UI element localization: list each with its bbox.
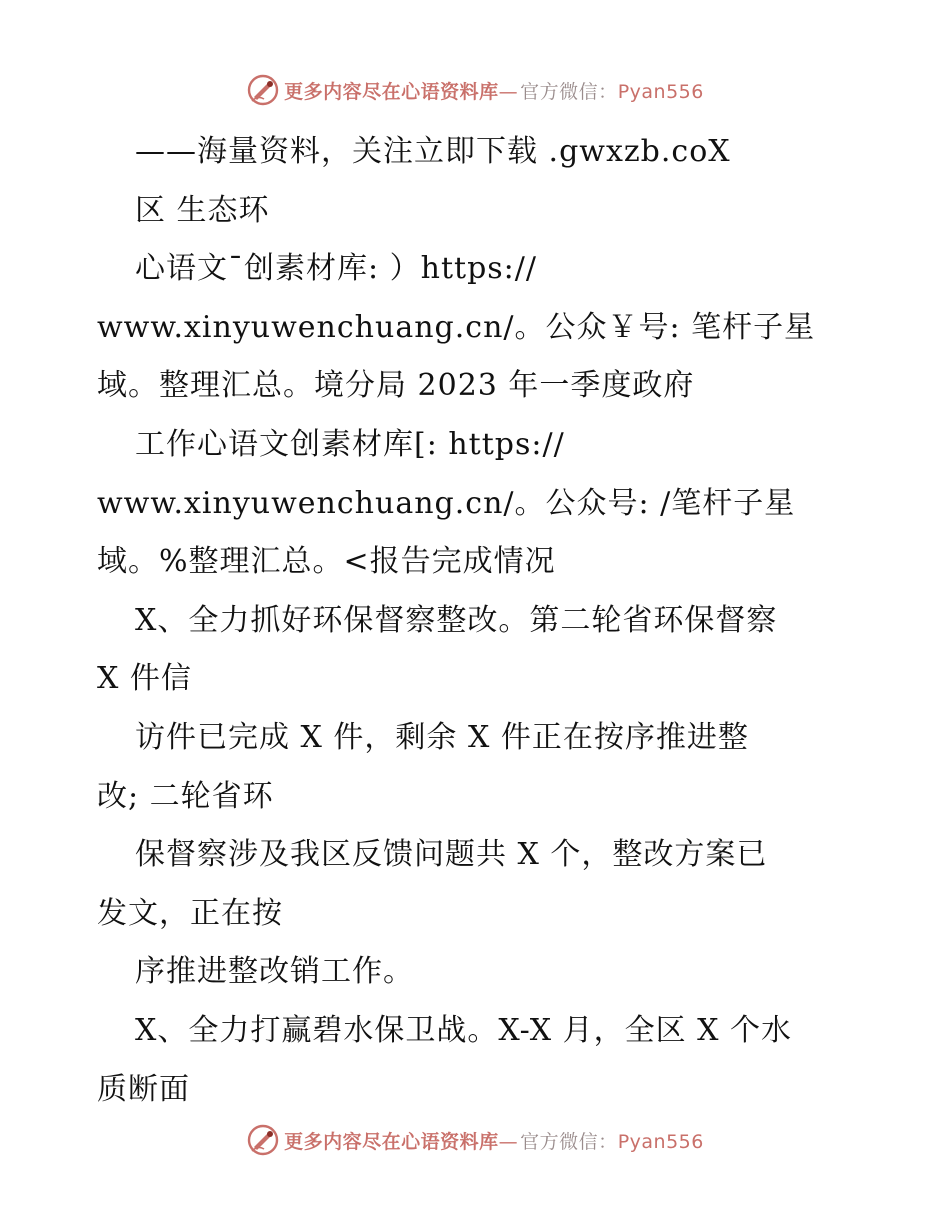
footer-watermark [0, 1120, 950, 1160]
document-body [97, 123, 877, 1119]
text-line: 域。整理汇总。境分局 2023 年一季度政府 [97, 368, 695, 404]
watermark-wechat-id: Pyan556 [617, 80, 704, 103]
text-line: ——海量资料，关注立即下载 .gwxzb.coX [135, 134, 731, 169]
text-line: 访件已完成 X 件，剩余 X 件正在按序推进整 [135, 719, 749, 755]
text-line: X 件信 [97, 661, 192, 697]
text-line: 区 生态环 [135, 192, 270, 228]
text-line: X、全力抓好环保督察整改。第二轮省环保督察 [135, 602, 778, 638]
text-line: 序推进整改销工作。 [135, 954, 414, 990]
watermark-wechat-id: Pyan556 [617, 1130, 704, 1153]
text-line: 改; 二轮省环 [97, 778, 274, 814]
watermark-wechat-label: 官方微信： [520, 80, 618, 103]
text-line: X、全力打赢碧水保卫战。X-X 月，全区 X 个水 [135, 1012, 793, 1048]
header-watermark [0, 70, 950, 110]
text-line: 域。%整理汇总。<报告完成情况 [97, 544, 556, 580]
watermark-site-text: 更多内容尽在心语资料库 [284, 1130, 499, 1153]
circle-pen-logo-icon [246, 1123, 280, 1157]
watermark-text [284, 1127, 704, 1154]
text-line: 保督察涉及我区反馈问题共 X 个，整改方案已 [135, 837, 768, 873]
text-line: 发文，正在按 [97, 895, 283, 931]
circle-pen-logo-icon [246, 73, 280, 107]
watermark-site-text: 更多内容尽在心语资料库 [284, 80, 499, 103]
text-line: 心语文¯创素材库: ）https:// [135, 251, 537, 287]
text-line: 工作心语文创素材库[: https:// [135, 426, 565, 462]
text-line: 质断面 [97, 1071, 190, 1107]
text-line: www.xinyuwenchuang.cn/。公众号: /笔杆子星 [97, 485, 796, 521]
watermark-separator: — [498, 80, 519, 103]
text-line: www.xinyuwenchuang.cn/。公众￥号: 笔杆子星 [97, 309, 816, 345]
watermark-separator: — [498, 1130, 519, 1153]
watermark-text [284, 77, 704, 104]
watermark-wechat-label: 官方微信： [520, 1130, 618, 1153]
